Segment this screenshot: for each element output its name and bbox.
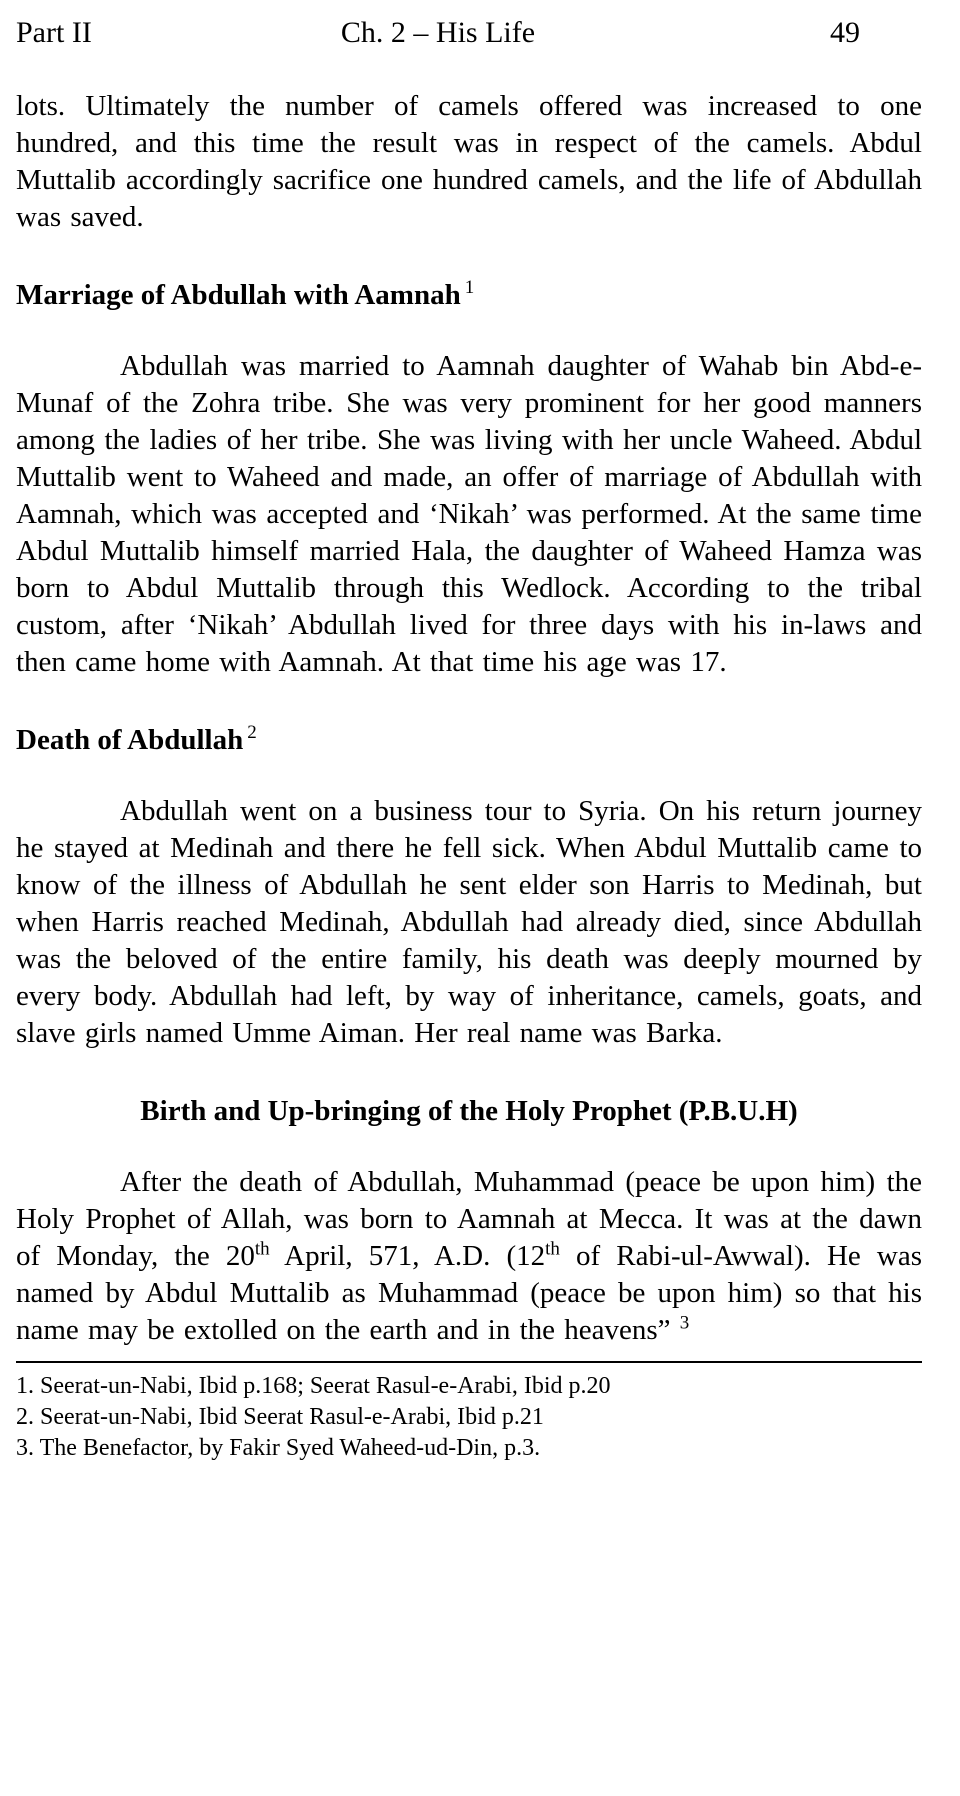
header-part-label: Part II	[16, 16, 92, 49]
paragraph-marriage: Abdullah was married to Aamnah daughter of Wahab bin Abd-e-Munaf of the Zohra tribe. She was very prominent for her good manners among the ladies of her tribe. She was living with her uncle Waheed. Abdul Muttalib went to Waheed and made, an offer of marriage of Abdullah with Aamnah, which was accepted and ‘Nikah’ was performed. At the same time Abdul Muttalib himself married Hala, the daughter of Waheed Hamza was born to Abdul Muttalib through this Wedlock. According to the tribal custom, after ‘Nikah’ Abdullah lived for three days with his in-laws and then came home with Aamnah. At that time his age was 17.	[16, 350, 922, 678]
paragraph-birth: After the death of Abdullah, Muhammad (peace be upon him) the Holy Prophet of Allah, was born to Aamnah at Mecca. It was at the dawn of Monday, the 20th April, 571, A.D. (12th of Rabi-ul-Awwal). He was named by Abdul Muttalib as Muhammad (peace be upon him) so that his name may be extolled on the earth and in the heavens” $^3$	[16, 1166, 922, 1346]
paragraph-camels-sacrifice: lots. Ultimately the number of camels offered was increased to one hundred, and this time the result was in respect of the camels. Abdul Muttalib accordingly sacrifice one hundred camels, and the life of Abdullah was saved.	[16, 90, 922, 233]
footnote-2: 2. Seerat-un-Nabi, Ibid Seerat Rasul-e-Arabi, Ibid p.21	[16, 1404, 544, 1430]
paragraph-death: Abdullah went on a business tour to Syria. On his return journey he stayed at Medinah and there he fell sick. When Abdul Muttalib came to know of the illness of Abdullah he sent elder son Harris to Medinah, but when Harris reached Medinah, Abdullah had already died, since Abdullah was the beloved of the entire family, his death was deeply mourned by every body. Abdullah had left, by way of inheritance, camels, goats, and slave girls named Umme Aiman. Her real name was Barka.	[16, 795, 922, 1049]
footnote-1: 1. Seerat-un-Nabi, Ibid p.168; Seerat Rasul-e-Arabi, Ibid p.20	[16, 1373, 611, 1399]
heading-death-of-abdullah	[16, 723, 922, 757]
heading-birth-upbringing: Birth and Up-bringing of the Holy Prophet (P.B.U.H)	[140, 1095, 798, 1127]
heading-death-text: Death of Abdullah	[16, 724, 244, 756]
footnote-3: 3. The Benefactor, by Fakir Syed Waheed-ud-Din, p.3.	[16, 1435, 541, 1461]
footnote-ref-1: 1	[464, 277, 475, 299]
page-header	[16, 16, 922, 50]
heading-marriage-text: Marriage of Abdullah with Aamnah	[16, 279, 461, 311]
header-chapter-title: Ch. 2 – His Life	[340, 16, 536, 49]
header-page-number: 49	[830, 16, 860, 49]
heading-marriage-of-abdullah	[16, 278, 922, 312]
footnotes-section	[16, 1361, 922, 1464]
footnote-ref-2: 2	[247, 722, 257, 744]
